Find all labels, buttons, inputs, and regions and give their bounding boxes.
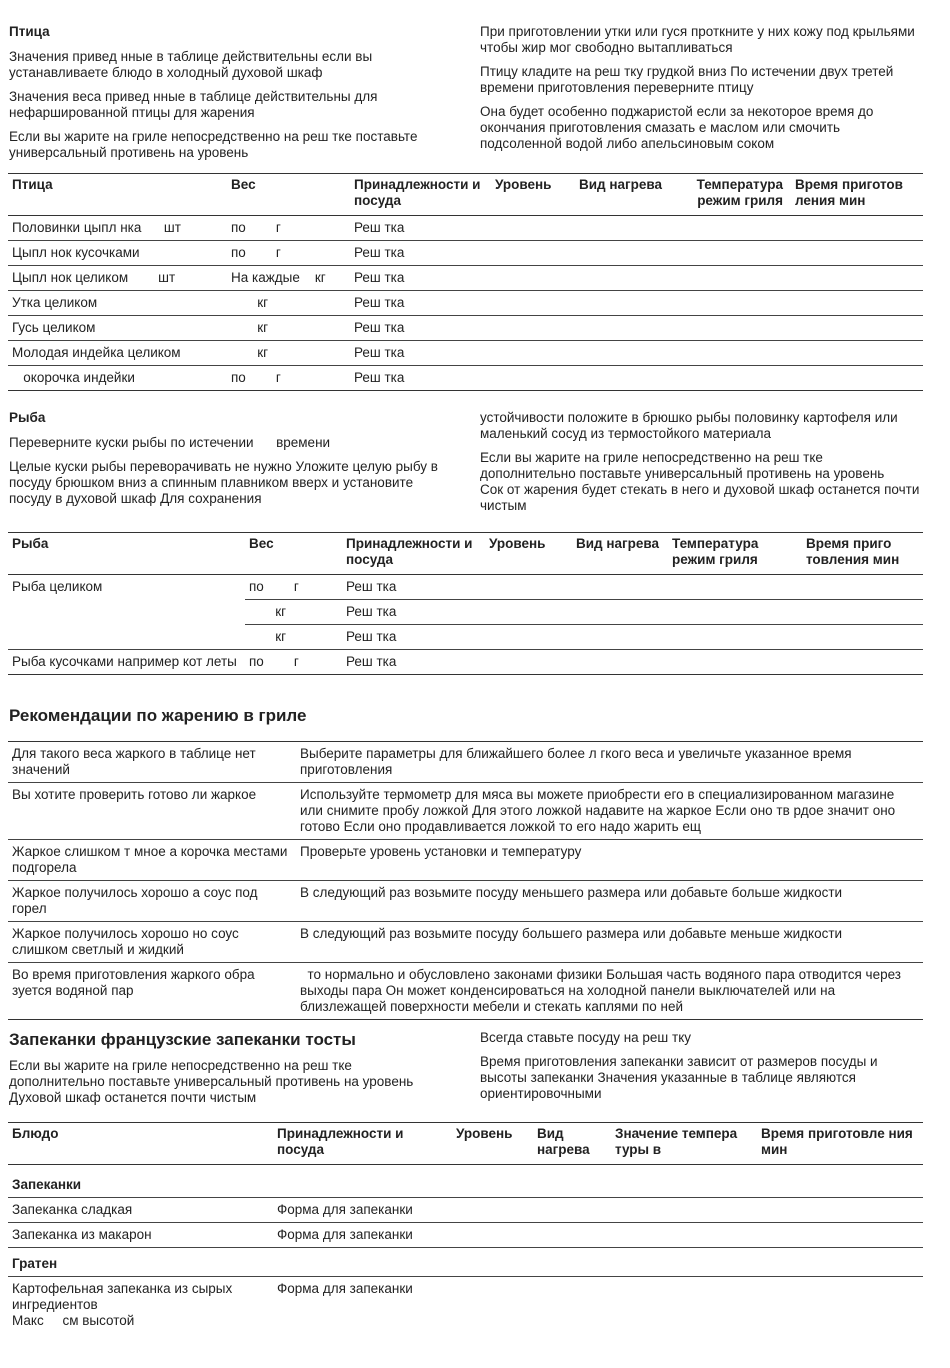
cell-accessory: Реш тка bbox=[342, 650, 485, 675]
cell-accessory: Реш тка bbox=[350, 216, 491, 241]
cell-dish: Рыба кусочками например кот леты bbox=[8, 650, 245, 675]
table-row bbox=[8, 341, 923, 366]
casseroles-intro-left bbox=[9, 1030, 439, 1114]
table-row bbox=[8, 963, 923, 1020]
dish-note: Макс см высотой bbox=[12, 1313, 135, 1328]
fish-note-2: Целые куски рыбы переворачивать не нужно Уложите целую рыбу в посуду брюшком вниз а спинным плавником вверх и установите посуду в духовой шкаф Для сохранения bbox=[9, 459, 438, 506]
fish-table-wrap bbox=[8, 532, 923, 675]
cell-dish: Гусь целиком bbox=[8, 316, 227, 341]
cell-weight: кг bbox=[227, 291, 350, 316]
poultry-note-2: Значения веса привед нные в таблице действительны для нефаршированной птицы для жарения bbox=[9, 89, 378, 120]
cell-dish: Цыпл нок кусочками bbox=[8, 241, 227, 266]
cell-dish bbox=[8, 600, 245, 625]
cell-problem: Жаркое получилось хорошо а соус под горел bbox=[8, 881, 296, 922]
cell-weight: кг bbox=[245, 600, 342, 625]
cell-dish: Цыпл нок целиком шт bbox=[8, 266, 227, 291]
section-label: Запеканки bbox=[8, 1165, 273, 1198]
cell-accessory: Форма для запеканки bbox=[273, 1223, 452, 1248]
cell-accessory: Реш тка bbox=[350, 366, 491, 391]
table-row bbox=[8, 742, 923, 783]
cell-dish: Запеканка из макарон bbox=[8, 1223, 273, 1248]
poultry-table bbox=[8, 173, 923, 391]
cell-accessory: Реш тка bbox=[350, 341, 491, 366]
cell-solution: то нормально и обусловлено законами физики Большая часть водяного пара отводится через выходы пара Он может конденсироваться на холодной панели выключателей или на близлежащей поверхности мебели и стекать каплями по ней bbox=[296, 963, 923, 1020]
table-row bbox=[8, 266, 923, 291]
casseroles-intro-right bbox=[480, 1030, 925, 1110]
cell-weight: по г bbox=[245, 575, 342, 600]
col-header: Принадлежности и посуда bbox=[350, 174, 491, 216]
section-row bbox=[8, 1165, 923, 1198]
cell-solution: Используйте термометр для мяса вы можете приобрести его в специализированном магазине или снимите пробу ложкой Для этого ложкой надавите на жаркое Если оно тв рдое значит оно готово Если оно продавливается ложкой то его надо жарить ещ bbox=[296, 783, 923, 840]
cell-dish: Запеканка сладкая bbox=[8, 1198, 273, 1223]
fish-note-3: устойчивости положите в брюшко рыбы половинку картофеля или маленький сосуд из термостойкого материала bbox=[480, 410, 898, 441]
col-header: Значение темпера туры в bbox=[611, 1123, 757, 1165]
poultry-table-wrap bbox=[8, 173, 923, 391]
casseroles-heading: Запеканки французские запеканки тосты bbox=[9, 1030, 356, 1049]
recommendations-table bbox=[8, 741, 923, 1020]
cell-problem: Во время приготовления жаркого обра зуется водяной пар bbox=[8, 963, 296, 1020]
cell-problem: Вы хотите проверить готово ли жаркое bbox=[8, 783, 296, 840]
cell-accessory: Реш тка bbox=[350, 241, 491, 266]
col-header: Птица bbox=[8, 174, 227, 216]
col-header: Время приготов ления мин bbox=[791, 174, 923, 216]
col-header: Вид нагрева bbox=[533, 1123, 611, 1165]
casseroles-note-2: Всегда ставьте посуду на реш тку bbox=[480, 1030, 691, 1045]
cell-dish bbox=[8, 1277, 273, 1334]
table-row bbox=[8, 1198, 923, 1223]
col-header: Вид нагрева bbox=[575, 174, 671, 216]
poultry-note-5: Птицу кладите на реш тку грудкой вниз По истечении двух третей времени приготовления переверните птицу bbox=[480, 64, 894, 95]
casseroles-table-wrap bbox=[8, 1122, 923, 1333]
table-row bbox=[8, 783, 923, 840]
casseroles-note-1: Если вы жарите на гриле непосредственно на реш тке дополнительно поставьте универсальный противень на уровень Духовой шкаф останется почти чистым bbox=[9, 1058, 433, 1105]
fish-intro-right bbox=[480, 410, 924, 522]
table-row bbox=[8, 922, 923, 963]
fish-heading: Рыба bbox=[9, 410, 46, 425]
col-header: Принадлежности и посуда bbox=[342, 533, 485, 575]
cell-accessory: Реш тка bbox=[342, 575, 485, 600]
section-row bbox=[8, 1248, 923, 1277]
col-header: Уровень bbox=[491, 174, 575, 216]
cell-weight: На каждые кг bbox=[227, 266, 350, 291]
cell-dish bbox=[8, 625, 245, 650]
cell-weight: по г bbox=[227, 216, 350, 241]
col-header: Рыба bbox=[8, 533, 245, 575]
casseroles-note-3: Время приготовления запеканки зависит от размеров посуды и высоты запеканки Значения указанные в таблице являются ориентировочными bbox=[480, 1054, 878, 1101]
poultry-note-1: Значения привед нные в таблице действительны если вы устанавливаете блюдо в холодный духовой шкаф bbox=[9, 49, 373, 80]
fish-note-1: Переверните куски рыбы по истечении времени bbox=[9, 435, 331, 450]
col-header: Вид нагрева bbox=[572, 533, 668, 575]
table-row bbox=[8, 650, 923, 675]
cell-accessory: Форма для запеканки bbox=[277, 1281, 413, 1296]
cell-weight: по г bbox=[227, 366, 350, 391]
col-header: Время приго товления мин bbox=[802, 533, 923, 575]
cell-solution: В следующий раз возьмите посуду большего размера или добавьте меньше жидкости bbox=[296, 922, 923, 963]
table-row bbox=[8, 840, 923, 881]
section-label: Гратен bbox=[8, 1248, 273, 1277]
table-row bbox=[8, 1223, 923, 1248]
cell-dish: Молодая индейка целиком bbox=[8, 341, 227, 366]
table-row bbox=[8, 216, 923, 241]
table-row bbox=[8, 291, 923, 316]
cell-dish: Утка целиком bbox=[8, 291, 227, 316]
col-header: Вес bbox=[245, 533, 342, 575]
cell-problem: Жаркое получилось хорошо но соус слишком светлый и жидкий bbox=[8, 922, 296, 963]
cell-dish: Рыба целиком bbox=[12, 579, 103, 594]
cell-accessory: Реш тка bbox=[350, 291, 491, 316]
table-row bbox=[8, 366, 923, 391]
cell-solution: Проверьте уровень установки и температуру bbox=[296, 840, 923, 881]
cell-weight: кг bbox=[227, 316, 350, 341]
cell-accessory: Реш тка bbox=[350, 316, 491, 341]
col-header: Температура режим гриля bbox=[668, 533, 802, 575]
table-row bbox=[8, 625, 923, 650]
cell-weight: кг bbox=[227, 341, 350, 366]
cell-solution: Выберите параметры для ближайшего более л гкого веса и увеличьте указанное время приготовления bbox=[296, 742, 923, 783]
col-header: Температура режим гриля bbox=[671, 174, 791, 216]
col-header: Уровень bbox=[485, 533, 572, 575]
fish-note-4: Если вы жарите на гриле непосредственно на реш тке дополнительно поставьте универсальный противень на уровень Сок от жарения будет стекать в него и духовой шкаф останется почти чистым bbox=[480, 450, 924, 513]
cell-accessory: Форма для запеканки bbox=[273, 1198, 452, 1223]
cell-weight: по г bbox=[245, 650, 342, 675]
cell-accessory: Реш тка bbox=[350, 266, 491, 291]
col-header: Принадлежности и посуда bbox=[273, 1123, 452, 1165]
table-row bbox=[8, 1277, 923, 1334]
poultry-heading: Птица bbox=[9, 24, 50, 39]
cell-dish: Половинки цыпл нка шт bbox=[8, 216, 227, 241]
cell-solution: В следующий раз возьмите посуду меньшего размера или добавьте больше жидкости bbox=[296, 881, 923, 922]
cell-problem: Жаркое слишком т мное а корочка местами подгорела bbox=[8, 840, 296, 881]
cell-dish: окорочка индейки bbox=[8, 366, 227, 391]
table-row bbox=[8, 316, 923, 341]
recommendations-heading: Рекомендации по жарению в гриле bbox=[9, 706, 307, 725]
fish-intro-left bbox=[9, 410, 439, 515]
fish-table bbox=[8, 532, 923, 675]
col-header: Время приготовле ния мин bbox=[757, 1123, 923, 1165]
poultry-note-4: При приготовлении утки или гуся проткните у них кожу под крыльями чтобы жир мог свободно вытапливаться bbox=[480, 24, 915, 55]
dish-name: Картофельная запеканка из сырых ингредиентов bbox=[12, 1281, 233, 1312]
recommendations-table-wrap bbox=[8, 741, 923, 1020]
cell-accessory: Реш тка bbox=[342, 625, 485, 650]
col-header: Уровень bbox=[452, 1123, 533, 1165]
col-header: Вес bbox=[227, 174, 350, 216]
poultry-intro-right bbox=[480, 24, 925, 160]
cell-problem: Для такого веса жаркого в таблице нет значений bbox=[8, 742, 296, 783]
casseroles-table bbox=[8, 1122, 923, 1333]
poultry-note-3: Если вы жарите на гриле непосредственно на реш тке поставьте универсальный противень на уровень bbox=[9, 129, 418, 160]
cell-weight: кг bbox=[245, 625, 342, 650]
table-row bbox=[8, 241, 923, 266]
poultry-note-6: Она будет особенно поджаристой если за некоторое время до окончания приготовления смазать е маслом или смочить подсоленной водой либо апельсиновым соком bbox=[480, 104, 874, 151]
poultry-intro-left bbox=[9, 24, 429, 169]
table-row bbox=[8, 881, 923, 922]
col-header: Блюдо bbox=[8, 1123, 273, 1165]
cell-accessory: Реш тка bbox=[342, 600, 485, 625]
table-row bbox=[8, 600, 923, 625]
cell-weight: по г bbox=[227, 241, 350, 266]
table-row bbox=[8, 575, 923, 600]
